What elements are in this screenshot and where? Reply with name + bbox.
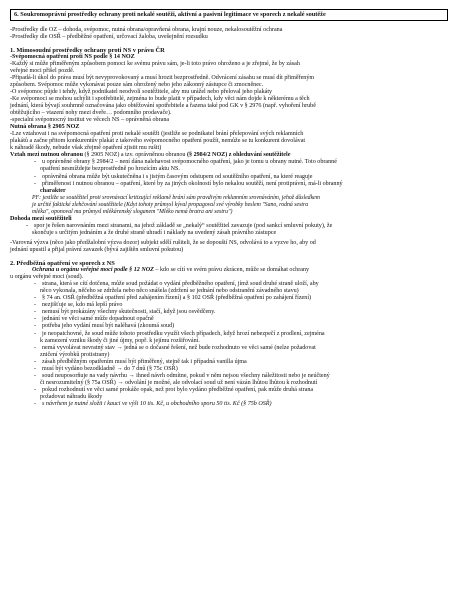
subheading-svepomoc: -Svépomocná opatření proti NS podle § 14 NOZ <box>10 53 135 60</box>
bullet-item: - soud neuposorňuje na vady návrhu → ihned návrh odmítne, pokud v něm nejsou všechny náležitosti nebo je neúčtený <box>10 373 448 380</box>
text-line: způsobem. Svépomoc může vykonávat pouze sám ohrožený nebo jeho zákonný zástupce či zmocněnec. <box>10 81 264 88</box>
italic-note-line: mléka", oponoval mu průmysl mlékárenský sloganem "Mléko nemá bratra ani sestru") <box>32 208 233 215</box>
text-line: -specialní svépomocný institut ve věcech NS – oprávněná obrana <box>10 117 170 124</box>
bullet-item: - potřeba jeho vydání musí být naléhavá (zkoumá soud) <box>10 323 448 330</box>
italic-note-line: PF: jestliže se soutěžitel proti srovnávací kritizující reklamě brání sám pravdivým reklamním srovnáváním, jehož důsledkem <box>32 194 320 201</box>
subheading-vztah: Vztah mezi nutnou obranou (§ 2905 NOZ) a tzv. oprávněnou obranou (§ 2984/2 NOZ) z ohleduvání soutěžitele <box>10 152 291 159</box>
bullet-item: - přiměřenost i nutnou obranou – opatření, které by za jiných okolností bylo nekalou soutěží, není protiprávní, má-li obranný <box>10 181 448 188</box>
bullet-item: - u oprávněné obrany § 2984/2 – není dána nalehavost svépomocného opatření, jako je tomu u obrany nutné. Toto obranné <box>10 159 448 166</box>
bullet-item: - s návrhem je nutné složit i kauci ve výši 10 tis. Kč, u obchodního sporu 50 tis. Kč (§ 75b OSŘ) <box>10 401 448 408</box>
subheading-nutna-obrana: Nutná obrana § 2905 NOZ <box>10 124 80 131</box>
bullet-item: - spor je řešen narovnáním mezi stranami, na jehož základě se „nekalý“ soutěžitel zavazuje (pod sankcí smluvní pokuty), že <box>10 223 448 230</box>
text-line: plakátů a začne přitom konkurentův plakát z takového svépomocného opatření použít, nemůže se tu konkurent dovolávat <box>10 138 306 145</box>
bullet-item: - zásah předběžným opatřením musí být přiměřený, stejně tak i případná vanilla újma <box>10 359 448 366</box>
section-2-lead: Ochrana u orgánu veřejné moci podle § 12 NOZ – kdo se cítí ve svém právu zkrácen, může se domáhat ochrany <box>32 267 310 274</box>
bullet-item: - nemá vyvolávat nevratný stav → jedná se o dočasné řešení, než bude rozhodnuto ve věci samé (nelze požadovat <box>10 345 448 352</box>
section-2-heading: 2. Předběžná opatření ve sporech z NS <box>10 260 115 268</box>
section-1 <box>10 47 448 254</box>
bullet-item: - pokud rozhodnutí ve věci samé prokáže opak, než prot bylo vydáno předběžné opatření, pak může druhá strana <box>10 387 448 394</box>
subheading-dohoda: Dohoda mezi soutěžiteli <box>10 215 72 222</box>
bullet-item: - je neopatchovné, že soud může tohoto prostředku využít všech případech, když hrozí nebezpečí z prodlení, zejména <box>10 331 448 338</box>
text-line: -O svépomoc půjde i tehdy, když podnikatel neodvolí soutěžitele, aby mu urážel nebo přeloval jeho plakáty <box>10 88 273 95</box>
section-title: 6. Soukromoprávní prostředky ochrany proti nekalé soutěži, aktivní a pasivní legitimace ve sporech z nekalé soutěže <box>10 9 448 21</box>
bullet-continuation: opatření nesmíždejte bezprostředně po hrozícím aktu NS. <box>40 166 180 173</box>
bullet-continuation: k zamezení vzniku škody či jiné újmy, popř. k jejímu rozšiřování. <box>40 337 200 344</box>
bullet-continuation: skončuje s určitým jednáním a že druhé straně uhradí i náklady na uvedený zásah právního zástupce <box>32 229 277 236</box>
bullet-item: - oprávněná obrana může být uskutečněna i s jistým časovým odstupem od soutěžního opatření, na které reaguje <box>10 174 448 181</box>
intro-line: -Prostředky dle OSŘ – předběžné opatření, určovací žaloba, uvešejnění rozsudku <box>10 33 208 40</box>
section-2 <box>10 260 448 408</box>
section-2-lead-cont: u orgánu veřejné moci (soud). <box>10 274 84 281</box>
italic-note-line: je určité faktické zlehčování soutěžitele (Kdyt tohoty průmysl kýval propagoval své výrobky heslem "Sano, rodná sestra <box>32 201 309 208</box>
text-line: -Každý si může přiměřeným způsobem pomoci ke svému právu sám, je-li toto právo ohroženo a je zřejmé, že by zásah <box>10 60 300 67</box>
text-line: obtěžujícího – vtazení nohy mezi dveře… podomního prodavače). <box>10 110 172 117</box>
section-1-heading: 1. Mimosoudní prostředky ochrany proti NS v právu ČR <box>10 46 165 54</box>
text-line: -Lze vztahovat i na svépomocná opatření proti nekalé soutěži (jestliže se podnikatel brání přelepování svých reklamních <box>10 131 304 138</box>
intro-line: -Prostředky dle OZ – dohoda, svépomoc, nutná obrana/opravňená obrana, krajní nouze, nekalosoutěžní ochrana <box>10 26 283 33</box>
text-line: k náhradě škody, nebude však zřejmě opatření zjistit mu rušit) <box>10 145 162 152</box>
text-line: -Připadá-li úkol do práva musí být nevyprovokovaný a musí hrozit bezprostředně. Odvrácení zásahu se musí dít přiměřeným <box>10 74 315 81</box>
intro-block <box>10 27 448 41</box>
bullet-continuation: či nesrozumitelný (§ 75a OSŘ) → odvolání je možné, ale odvolací soud už není vázán lhůtou lhůtou k rozhodnutí <box>40 379 318 386</box>
bullet-item: - § 74 an. OSŘ (předběžná opatření před zahájením řízení) a § 102 OSŘ (předběžná opatření po zahájení řízení) <box>10 295 448 302</box>
bullet-item: - strana, která se cítí dotčena, může soud požádat o vydání předběžného opatření, jímž soud druhé straně uloží, aby <box>10 281 448 288</box>
document-page <box>10 9 448 408</box>
text-line: jednání, která bývají souhrnně označována jako obtěžování spotřebitele a řazena také pod GK v § 2976 (např. vyhoření hrubě <box>10 103 316 110</box>
bullet-item: - musí být vydáno bezodkladně → do 7 dnů (§ 75c OSŘ) <box>10 366 448 373</box>
bullet-continuation: něco vykonala, něčeho se zdržela nebo něco snášela (zdržení se jednání nebo odstranění závadného stavu) <box>40 288 299 295</box>
bullet-continuation: charakter <box>40 187 66 194</box>
bullet-continuation: zničení výrobků protistrany) <box>40 351 110 358</box>
bullet-continuation: požadovat náhradu škody <box>40 393 103 400</box>
bullet-item: - jednání ve věci samé může dopadnout opačně <box>10 316 448 323</box>
text-line: -Varovná výzva (něco jako předžalobní výzva dozor) subjekt sdělí rušiteli, že se dopouští NS, odvolává to a vyzve ho, aby od <box>10 239 316 246</box>
bullet-item: - nezjišťuje se, kdo má lepší právo <box>10 302 448 309</box>
text-line: veřejné moci přišel pozdě. <box>10 67 75 74</box>
text-line: jednání upustil a přijal právní zavazek (bývá zajištěn smluvní pokutou) <box>10 247 184 253</box>
text-line: -Ke svépomoci se mohou uchýlit i spotřebitelé, zejména to bude platit v případech, kdy věci nám dojde k některému a těch <box>10 96 310 103</box>
bullet-item: - nemusí být prokázány všechny skutečnosti, stačí, když jsou osvědčeny. <box>10 309 448 316</box>
